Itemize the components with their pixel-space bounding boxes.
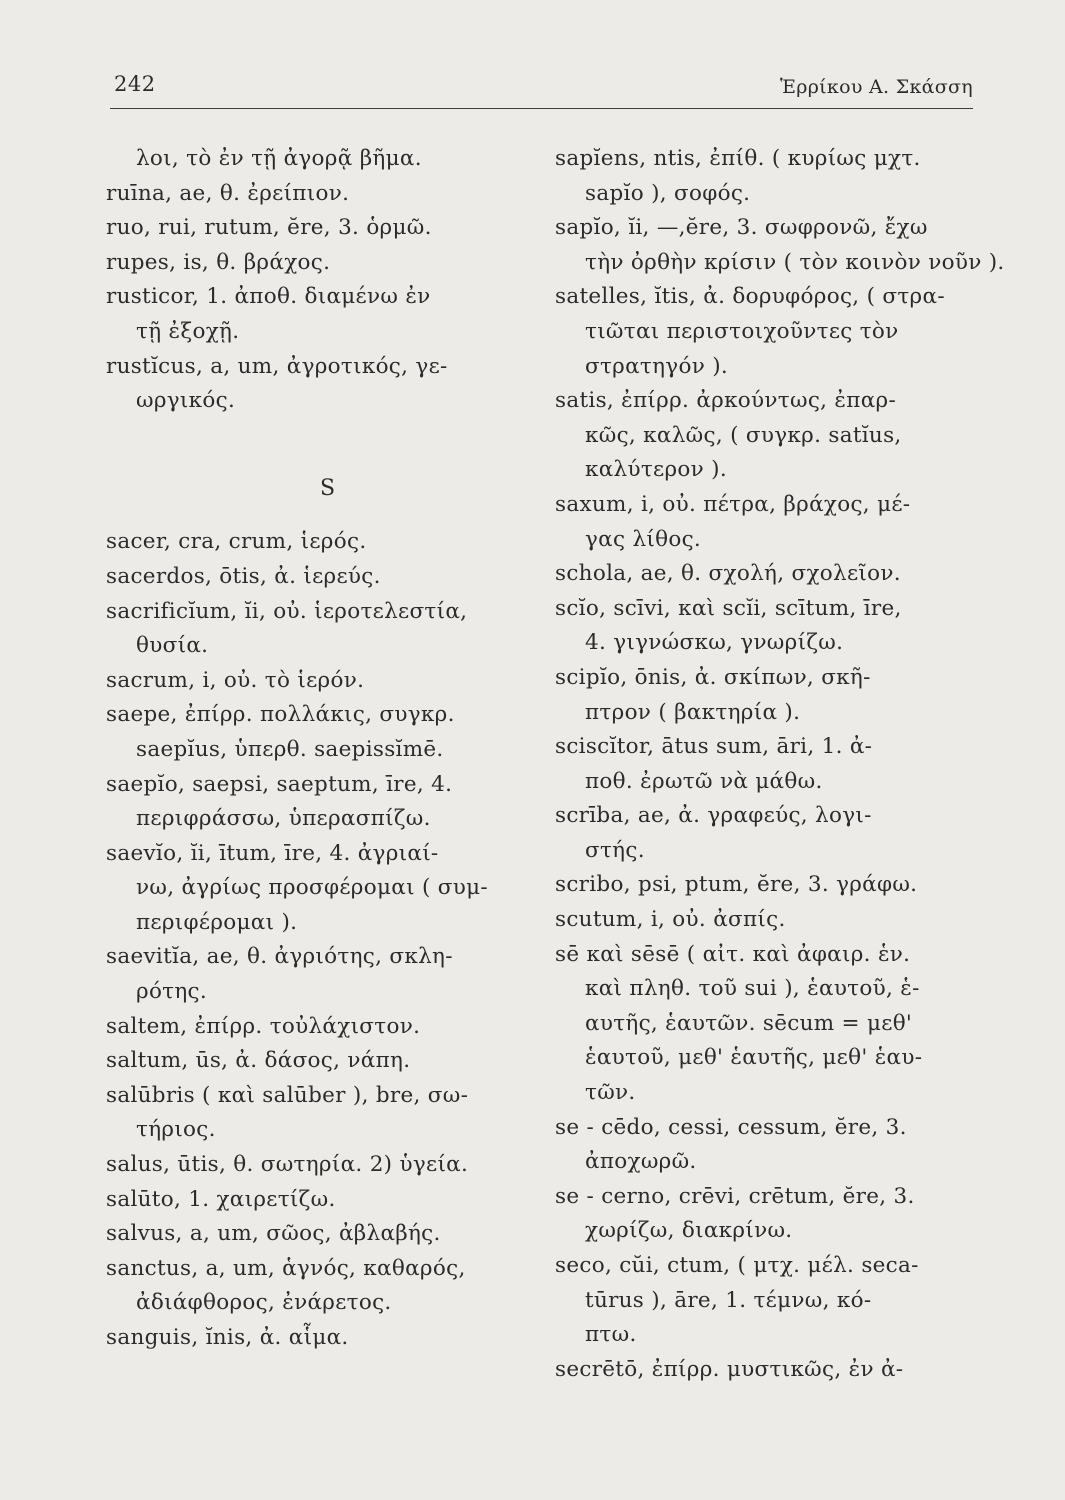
entry-line: sacrificĭum, ĭi, οὐ. ἱεροτελεστία, — [106, 598, 468, 624]
entry-line: καὶ πληθ. τοῦ sui ), ἑαυτοῦ, ἑ- — [585, 976, 920, 1002]
entry-line: salūbris ( καὶ salūber ), bre, σω- — [106, 1082, 469, 1108]
entry-line: saltum, ūs, ἀ. δάσος, νάπη. — [106, 1048, 411, 1074]
section-gap — [106, 419, 531, 454]
entry-line: τῇ ἐξοχῇ. — [136, 318, 240, 344]
entry-line: περιφέρομαι ). — [136, 909, 298, 935]
entry-line: satelles, ĭtis, ἀ. δορυφόρος, ( στρα- — [555, 284, 945, 310]
entry-line: saepĭus, ὑπερθ. saepissĭmē. — [136, 736, 444, 762]
entry-line: rusticor, 1. ἀποθ. διαμένω ἐν — [106, 284, 431, 310]
left-entries-after-section — [106, 525, 531, 1355]
entry-line: sacer, cra, crum, ἱερός. — [106, 529, 367, 555]
entry-line: scribo, psi, ptum, ĕre, 3. γράφω. — [555, 872, 918, 898]
entry-line: salus, ūtis, θ. σωτηρία. 2) ὑγεία. — [106, 1152, 469, 1178]
section-letter: S — [319, 476, 336, 502]
entry-line: θυσία. — [136, 633, 209, 659]
entry-line: sapĭo, ĭi, —,ĕre, 3. σωφρονῶ, ἔχω — [555, 215, 928, 241]
entry-line: ωργικός. — [136, 388, 236, 414]
entry-line: sacrum, i, οὐ. τὸ ἱερόν. — [106, 667, 365, 693]
left-entries-before-section — [106, 142, 531, 419]
entry-line: ποθ. ἐρωτῶ νὰ μάθω. — [585, 768, 823, 794]
entry-line: χωρίζω, διακρίνω. — [585, 1218, 793, 1244]
entry-line: saltem, ἐπίρρ. τοὐλάχιστον. — [106, 1013, 421, 1039]
entry-line: sē καὶ sēsē ( αἰτ. καὶ ἀφαιρ. ἑν. — [555, 941, 911, 967]
entry-line: saevĭo, ĭi, ītum, īre, 4. ἀγριαί- — [106, 840, 439, 866]
entry-line: τῶν. — [585, 1080, 636, 1106]
entry-line: αυτῆς, ἑαυτῶν. sēcum = μεθ' — [585, 1010, 913, 1036]
right-column — [555, 142, 1005, 1387]
entry-line: se - cerno, crēvi, crētum, ĕre, 3. — [555, 1183, 915, 1209]
entry-line: secrētō, ἐπίρρ. μυστικῶς, ἐν ἀ- — [555, 1356, 904, 1382]
header-rule — [110, 108, 973, 109]
entry-line: sanctus, a, um, ἁγνός, καθαρός, — [106, 1255, 466, 1281]
entry-line: περιφράσσω, ὑπερασπίζω. — [136, 806, 431, 832]
entry-line: se - cēdo, cessi, cessum, ĕre, 3. — [555, 1114, 907, 1140]
entry-line: ἀδιάφθορος, ἐνάρετος. — [136, 1290, 392, 1316]
entry-line: πτω. — [585, 1322, 637, 1348]
entry-line: saxum, i, οὐ. πέτρα, βράχος, μέ- — [555, 491, 911, 517]
entry-line: rustĭcus, a, um, ἀγροτικός, γε- — [106, 353, 448, 379]
entry-line: scipĭo, ōnis, ἀ. σκίπων, σκῆ- — [555, 664, 871, 690]
entry-line: salūto, 1. χαιρετίζω. — [106, 1186, 336, 1212]
entry-line: γας λίθος. — [585, 526, 702, 552]
entry-line: scĭo, scīvi, καὶ scĭi, scītum, īre, — [555, 595, 902, 621]
entry-line: ἑαυτοῦ, μεθ' ἑαυτῆς, μεθ' ἑαυ- — [585, 1045, 923, 1071]
entry-line: τιῶται περιστοιχοῦντες τὸν — [585, 318, 899, 344]
entry-line: rupes, is, θ. βράχος. — [106, 249, 331, 275]
entry-line: tūrus ), āre, 1. τέμνω, κό- — [585, 1287, 872, 1313]
entry-line: saepe, ἐπίρρ. πολλάκις, συγκρ. — [106, 702, 455, 728]
left-column — [106, 142, 531, 1356]
entry-line: saevitĭa, ae, θ. ἀγριότης, σκλη- — [106, 944, 453, 970]
page-header — [110, 72, 973, 108]
right-entries — [555, 142, 1005, 1387]
entry-line: τήριος. — [136, 1117, 216, 1143]
running-head: Ἑρρίκου Α. Σκάσση — [779, 76, 973, 98]
entry-line: seco, cŭi, ctum, ( μτχ. μέλ. seca- — [555, 1253, 919, 1278]
entry-line: sanguis, ĭnis, ἀ. αἷμα. — [106, 1325, 349, 1350]
entry-line: schola, ae, θ. σχολή, σχολεῖον. — [555, 561, 901, 587]
entry-line: νω, ἀγρίως προσφέρομαι ( συμ- — [136, 875, 488, 901]
entry-line: κῶς, καλῶς, ( συγκρ. satĭus, — [585, 422, 902, 448]
entry-line: sacerdos, ōtis, ἀ. ἱερεύς. — [106, 563, 381, 589]
entry-line: satis, ἐπίρρ. ἀρκούντως, ἐπαρ- — [555, 388, 897, 414]
entry-line: ρότης. — [136, 979, 208, 1005]
entry-line: ruo, rui, rutum, ĕre, 3. ὁρμῶ. — [106, 215, 432, 241]
entry-line: sciscĭtor, ātus sum, āri, 1. ἀ- — [555, 734, 873, 760]
entry-line: salvus, a, um, σῶος, ἀβλαβής. — [106, 1221, 441, 1247]
entry-line: ruīna, ae, θ. ἐρείπιον. — [106, 180, 350, 206]
entry-line: τὴν ὀρθὴν κρίσιν ( τὸν κοινὸν νοῦν ). — [585, 249, 1005, 275]
entry-line: στρατηγόν ). — [585, 353, 729, 379]
entry-line: στής. — [585, 837, 645, 863]
page-number: 242 — [114, 72, 156, 96]
entry-line: sapĭens, ntis, ἐπίθ. ( κυρίως μχτ. — [555, 146, 921, 171]
entry-line: sapĭo ), σοφός. — [585, 180, 751, 206]
entry-line: ἀποχωρῶ. — [585, 1149, 697, 1175]
entry-line: καλύτερον ). — [585, 457, 727, 483]
entry-line: scrība, ae, ἀ. γραφεύς, λογι- — [555, 803, 872, 829]
entry-line: saepĭo, saepsi, saeptum, īre, 4. — [106, 771, 453, 797]
entry-line: λοι, τὸ ἐν τῇ ἀγορᾷ βῆμα. — [136, 146, 422, 171]
entry-line: πτρον ( βακτηρία ). — [585, 699, 801, 725]
entry-line: 4. γιγνώσκω, γνωρίζω. — [585, 630, 844, 656]
entry-line: scutum, i, οὐ. ἀσπίς. — [555, 907, 786, 933]
